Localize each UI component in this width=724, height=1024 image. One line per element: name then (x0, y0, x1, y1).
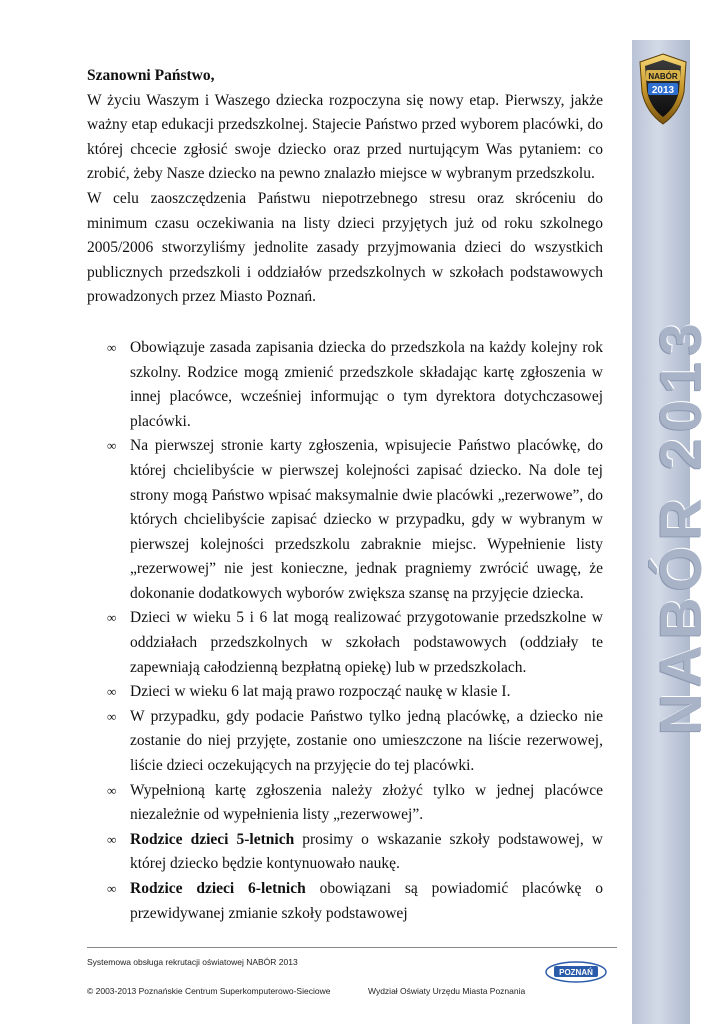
rule-text: obowiązani są powiadomić placówkę o przewidywanej zmianie szkoły podstawowej (130, 880, 603, 922)
paragraph-spacer (87, 310, 603, 336)
footer-system-line: Systemowa obsługa rekrutacji oświatowej NABÓR 2013 (87, 957, 298, 967)
infinity-bullet-icon: ∞ (107, 610, 117, 626)
badge-year-text: 2013 (651, 85, 675, 96)
infinity-bullet-icon: ∞ (107, 708, 117, 724)
infinity-bullet-icon: ∞ (107, 684, 117, 700)
rule-text: Dzieci w wieku 5 i 6 lat mogą realizować przygotowanie przedszkolne w oddziałach przedszkolnych w szkołach podstawowych (oddziały te zapewniają całodzienną bezpłatną opiekę) lub w przedszkolach. (130, 609, 603, 676)
rule-item (87, 680, 603, 705)
footer-divider (87, 947, 617, 948)
rule-text: Wypełnioną kartę zgłoszenia należy złożyć tylko w jednej placówce niezależnie od wypełnienia listy „rezerwowej”. (130, 781, 603, 824)
rule-item (87, 779, 603, 828)
intro-paragraph-1: W życiu Waszym i Waszego dziecka rozpoczyna się nowy etap. Pierwszy, jakże ważny etap edukacji przedszkolnej. Stajecie Państwo przed wyborem placówki, do której chcecie zgłosić swoje dziecko oraz przed nurtującym Was pytaniem: co zrobić, żeby Nasze dziecko na pewno znalazło miejsce w wybranym przedszkolu. (87, 91, 603, 183)
infinity-bullet-icon: ∞ (107, 339, 117, 355)
intro-paragraph-2: W celu zaoszczędzenia Państwu niepotrzebnego stresu oraz skróceniu do minimum czasu oczekiwania na listy dzieci przyjętych już od roku szkolnego 2005/2006 stworzyliśmy jednolite zasady przyjmowania dzieci do wszystkich publicznych przedszkoli i oddziałów przedszkolnych w szkołach podstawowych prowadzonych przez Miasto Poznań. (87, 189, 603, 306)
nabor-badge-logo (636, 52, 690, 126)
footer-copyright: © 2003-2013 Poznańskie Centrum Superkomputerowo-Sieciowe (87, 986, 331, 996)
letter-body (87, 64, 603, 926)
rule-item (87, 434, 603, 606)
rule-item (87, 828, 603, 877)
poznan-city-logo (544, 958, 608, 984)
band-title: NABÓR 2013 (649, 317, 714, 735)
rule-text: Dzieci w wieku 6 lat mają prawo rozpocząć naukę w klasie I. (130, 683, 511, 701)
rule-text: Na pierwszej stronie karty zgłoszenia, wpisujecie Państwo placówkę, do której chcielibyście w pierwszej kolejności zapisać dziecko. Na dole tej strony mogą Państwo wpisać maksymalnie dwie placówki „rezerwowe”, do których chcielibyście zapisać dziecko w przypadku, gdy w wybranym w pierwszej kolejności przedszkolu zabraknie miejsc. Wypełnienie listy „rezerwowej” nie jest konieczne, jednak pragniemy zwrócić uwagę, że dokonanie dodatkowych wyborów zwiększa szansę na przyjęcie dziecka. (130, 437, 603, 602)
rule-bold-lead: Rodzice dzieci 5-letnich (130, 830, 295, 848)
letter-greeting: Szanowni Państwo, (87, 67, 215, 84)
rule-text: prosimy o wskazanie szkoły podstawowej, w której dziecko będzie kontynuowało naukę. (130, 830, 604, 873)
rules-list (87, 336, 603, 926)
rule-item (87, 877, 603, 926)
poznan-logo-text: POZNAŃ (559, 968, 593, 977)
infinity-bullet-icon: ∞ (107, 831, 117, 847)
footer-department: Wydział Oświaty Urzędu Miasta Poznania (368, 986, 526, 996)
infinity-bullet-icon: ∞ (107, 881, 117, 896)
rule-item (87, 606, 603, 680)
badge-title-text: NABÓR (648, 72, 678, 81)
rule-text: W przypadku, gdy podacie Państwo tylko jedną placówkę, a dziecko nie zostanie do niej przyjęte, zostanie ono umieszczone na liście rezerwowej, liście dzieci oczekujących na przyjęcie do tej placówki. (130, 707, 603, 775)
rule-item (87, 336, 603, 434)
rule-bold-lead: Rodzice dzieci 6-letnich (130, 880, 306, 897)
infinity-bullet-icon: ∞ (107, 782, 117, 798)
rule-text: Obowiązuje zasada zapisania dziecka do przedszkola na każdy kolejny rok szkolny. Rodzice mogą zmienić przedszkole składając kartę zgłoszenia w innej placówce, wcześniej informując o tym dyrektora dotychczasowej placówki. (130, 338, 603, 430)
rule-item (87, 705, 603, 779)
infinity-bullet-icon: ∞ (107, 438, 117, 454)
